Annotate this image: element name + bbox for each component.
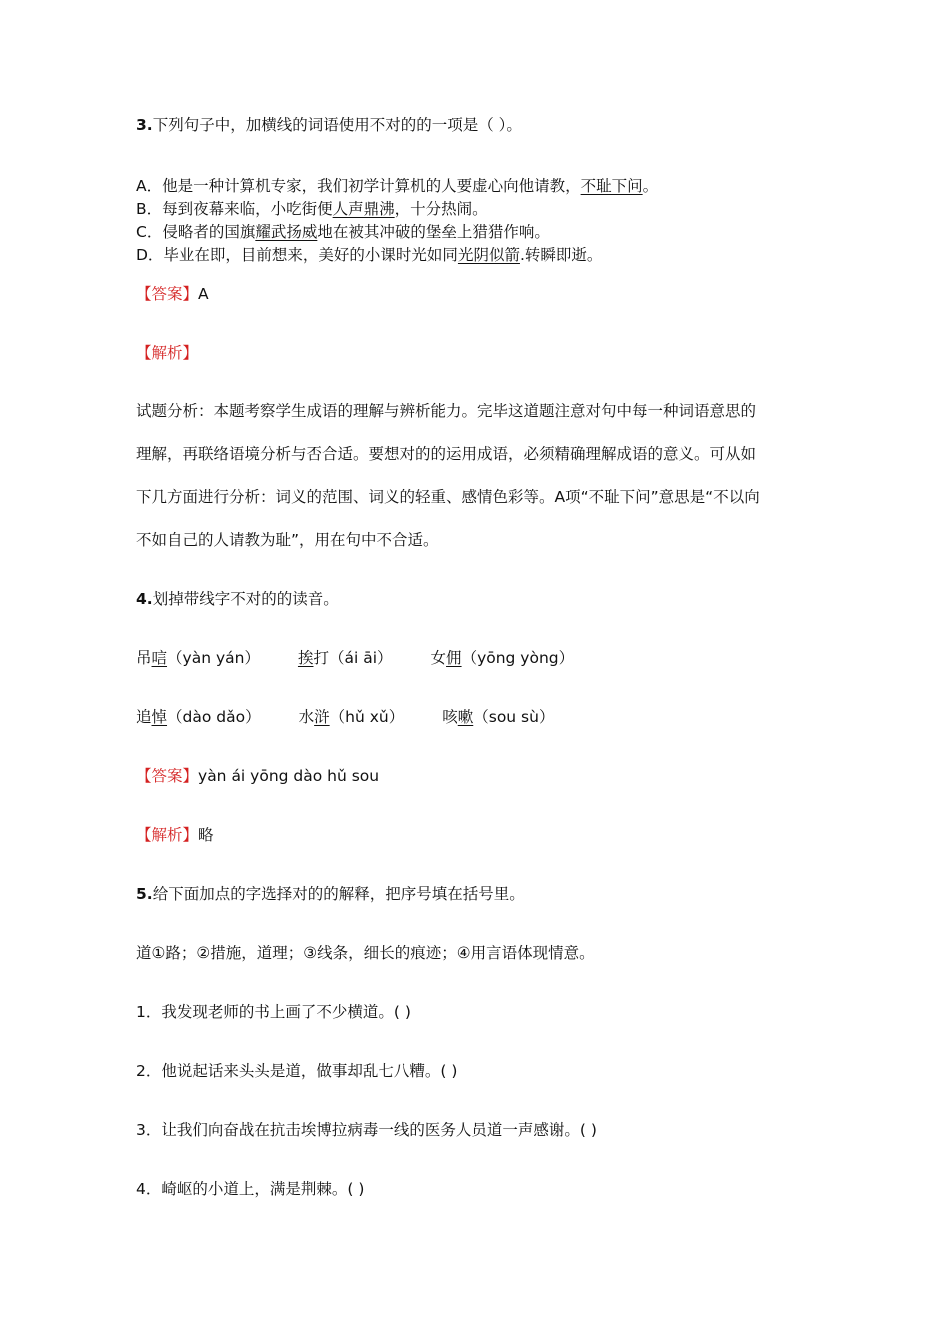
q4-row-2 [136,707,554,727]
q5-stem [136,884,525,904]
pinyin-item: 追悼（dào dǎo） [136,708,261,726]
q5-item-2: 2．他说起话来头头是道，做事却乱七八糟。( ) [136,1062,458,1080]
q3-answer [136,284,209,304]
q4-number: 4. [136,590,153,608]
pinyin-item: 吊唁（yàn yán） [136,649,260,667]
answer-label: 【答案】 [136,285,199,303]
q5-definitions: 道①路；②措施，道理；③线条，细长的痕迹；④用言语体现情意。 [136,944,595,962]
q4-stem-text: 划掉带线字不对的的读音。 [152,590,339,608]
analysis-label: 【解析】 [136,826,199,844]
underlined-word: 人声鼎沸 [332,200,395,218]
pinyin-item: 挨打（ái āi） [297,649,393,667]
underlined-word: 不耻下问 [580,177,643,195]
q3-option-d: D．毕业在即，目前想来，美好的小课时光如同光阴似箭.转瞬即逝。 [136,246,603,264]
q5-item-4: 4．崎岖的小道上，满是荆棘。( ) [136,1180,365,1198]
q3-analysis-line-4: 不如自己的人请教为耻”，用在句中不合适。 [136,531,439,549]
q3-analysis-line-1: 试题分析：本题考察学生成语的理解与辨析能力。完毕这道题注意对句中每一种词语意思的 [136,402,757,420]
q3-analysis-line-3: 下几方面进行分析：词义的范围、词义的轻重、感情色彩等。A项“不耻下问”意思是“不以向 [136,488,760,506]
q4-answer [136,766,379,786]
q4-row-1 [136,648,574,668]
analysis-label: 【解析】 [136,344,199,362]
answer-label: 【答案】 [136,767,199,785]
q4-stem [136,589,339,609]
q3-analysis-line-2: 理解，再联络语境分析与否合适。要想对的的运用成语，必须精确理解成语的意义。可从如 [136,445,757,463]
q5-item-1: 1．我发现老师的书上画了不少横道。( ) [136,1003,411,1021]
q3-number: 3. [136,116,153,134]
q5-number: 5. [136,885,153,903]
q3-stem [136,115,522,135]
q3-analysis-label [136,343,198,363]
q3-option-a: A．他是一种计算机专家，我们初学计算机的人要虚心向他请教，不耻下问。 [136,177,659,195]
underlined-word: 光阴似箭 [457,246,520,264]
pinyin-item: 水浒（hǔ xǔ） [298,708,405,726]
q3-option-b: B．每到夜幕来临，小吃街便人声鼎沸，十分热闹。 [136,200,488,218]
answer-value: yàn ái yōng dào hǔ sou [198,767,380,785]
q3-stem-text: 下列句子中，加横线的词语使用不对的的一项是（ ）。 [152,116,522,134]
q5-stem-text: 给下面加点的字选择对的的解释，把序号填在括号里。 [152,885,525,903]
pinyin-item: 咳嗽（sou sù） [442,708,555,726]
pinyin-item: 女佣（yōng yòng） [430,649,575,667]
answer-value: A [198,285,209,303]
analysis-value: 略 [198,826,214,844]
underlined-word: 耀武扬威 [255,223,318,241]
q5-item-3: 3．让我们向奋战在抗击埃博拉病毒一线的医务人员道一声感谢。( ) [136,1121,597,1139]
q4-analysis [136,825,214,845]
q3-option-c: C．侵略者的国旗耀武扬威地在被其冲破的堡垒上猎猎作响。 [136,223,550,241]
